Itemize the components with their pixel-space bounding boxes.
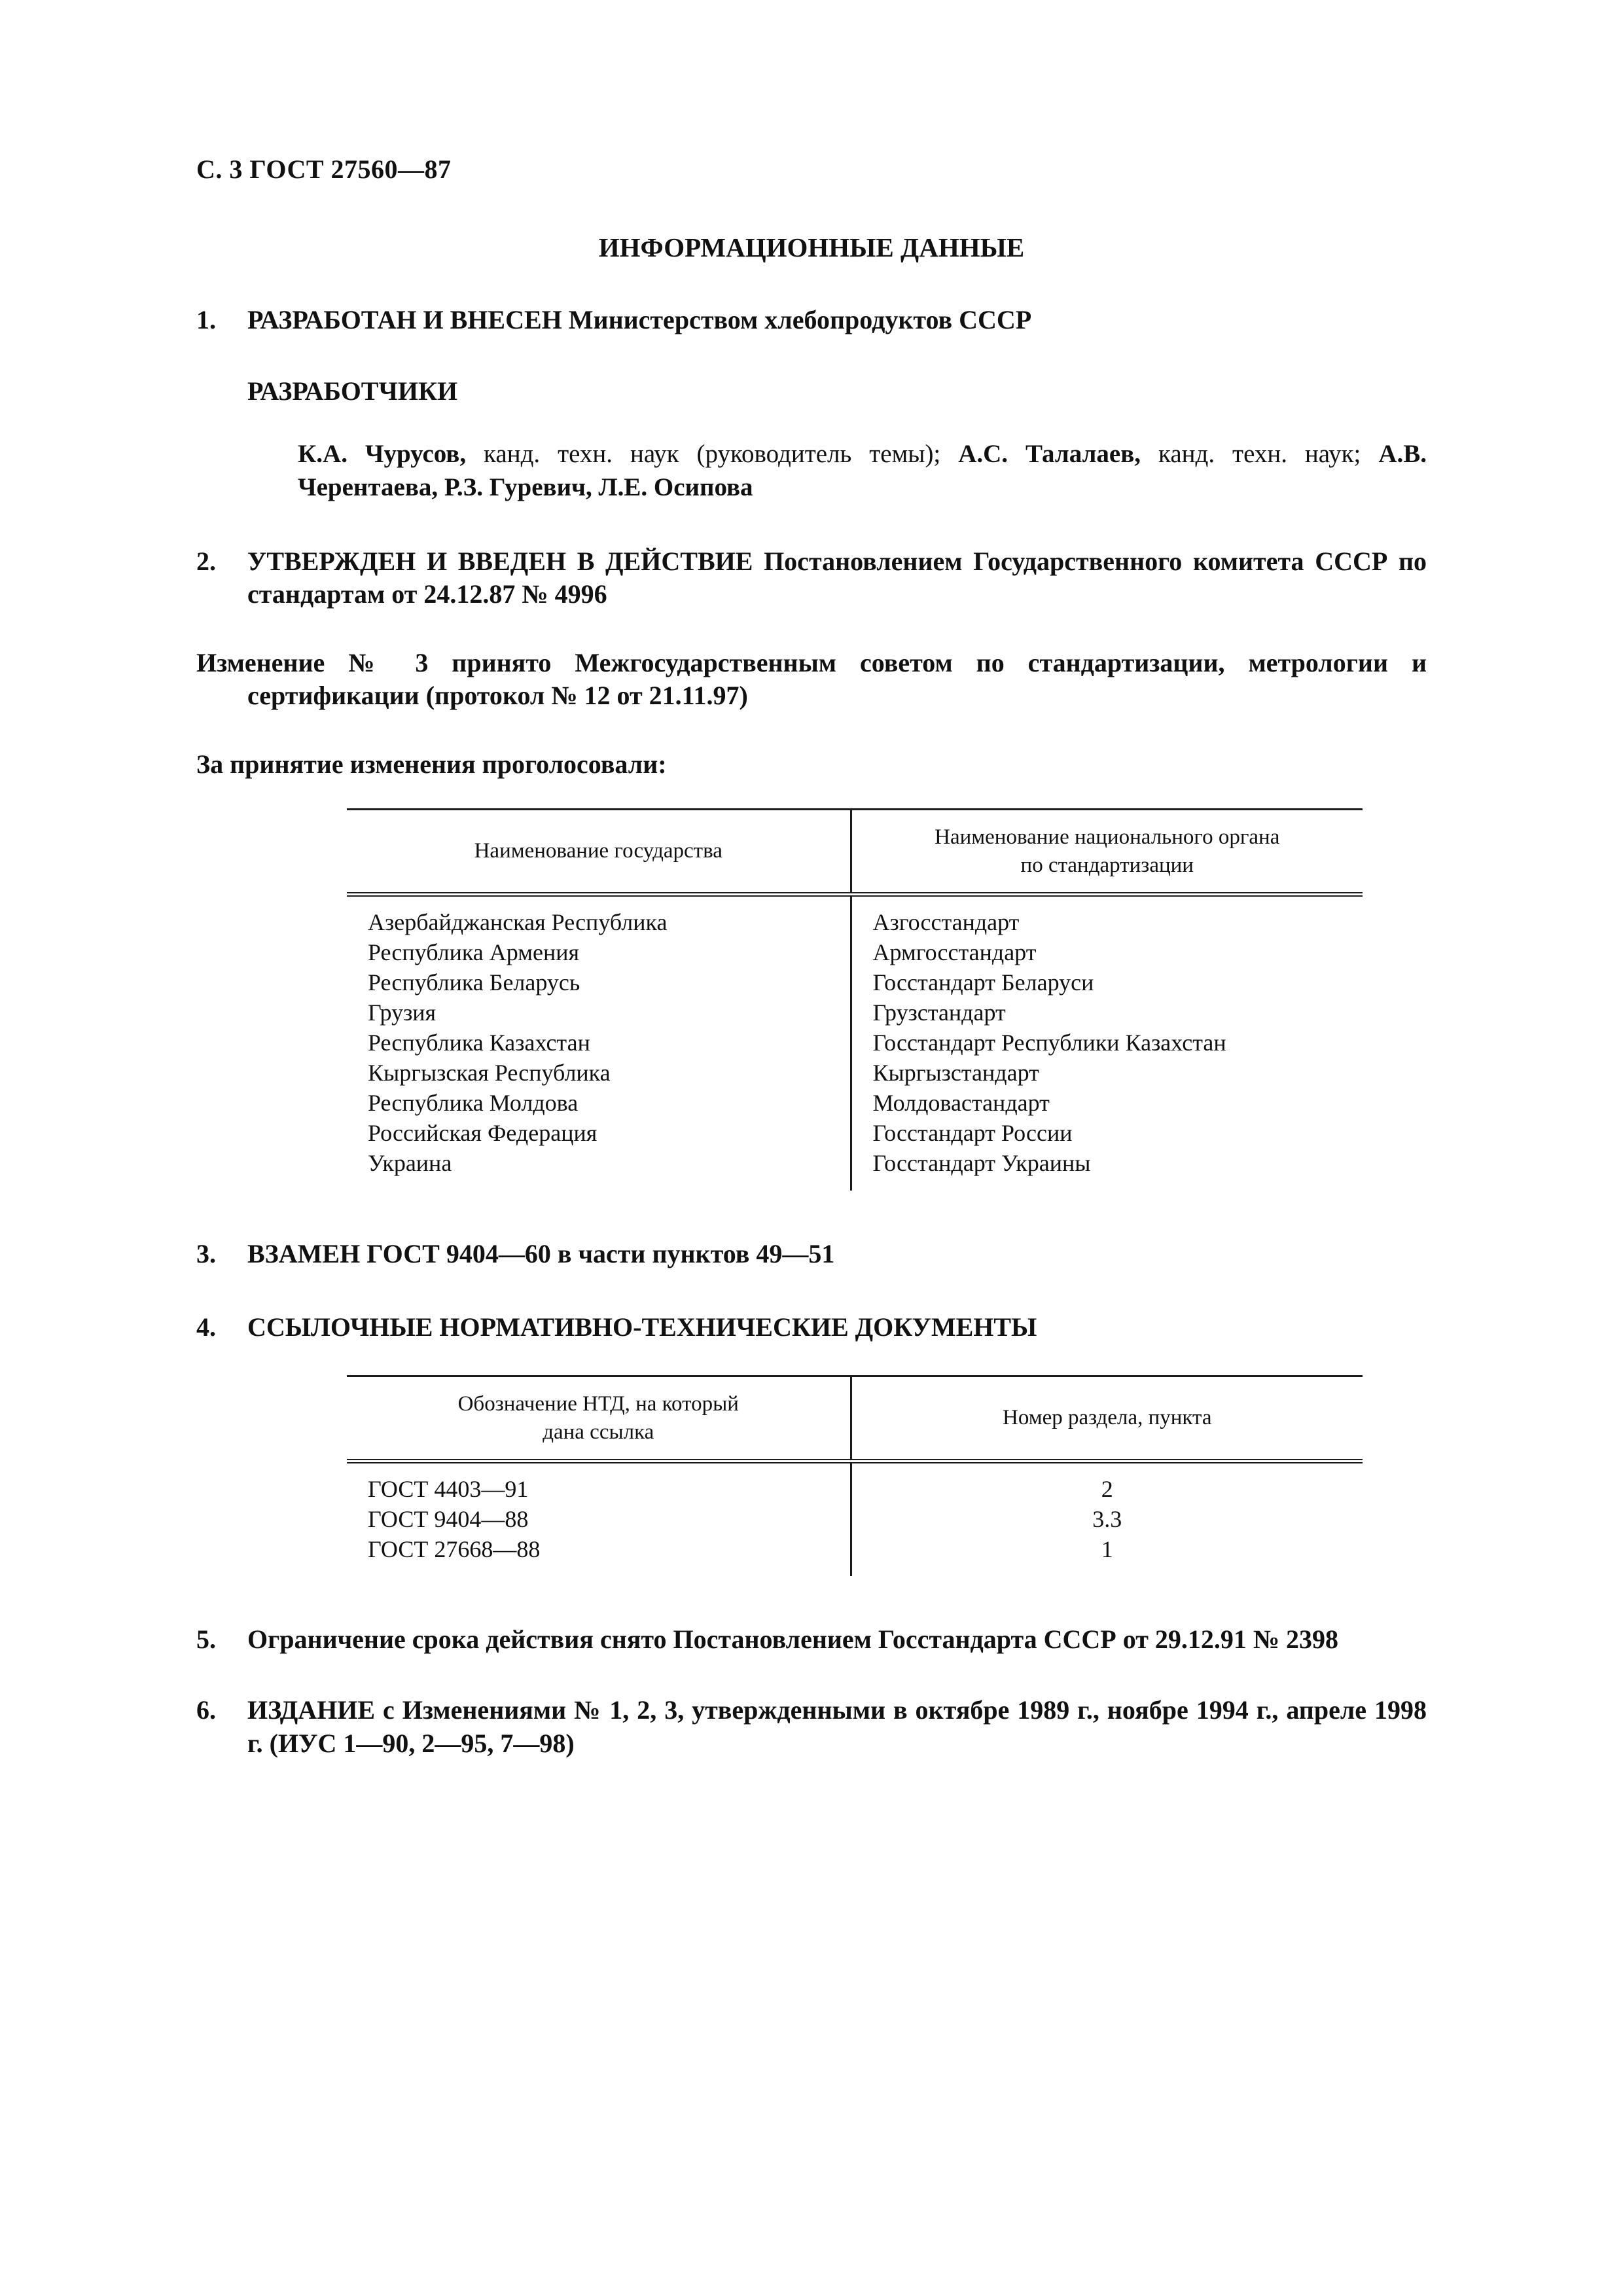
reference-table-row [347, 1534, 1363, 1576]
section-6-text: ИЗДАНИЕ с Изменениями № 1, 2, 3, утвержденными в октябре 1989 г., ноябре 1994 г., апреле 1998 г. (ИУС 1—90, 2—95, 7—98) [247, 1695, 1427, 1758]
page-header: С. 3 ГОСТ 27560—87 [196, 154, 452, 184]
state-cell: Республика Казахстан [347, 1028, 851, 1058]
section-5-text: Ограничение срока действия снято Постановлением Госстандарта СССР от 29.12.91 № 2398 [247, 1624, 1339, 1654]
section-2-number: 2. [196, 546, 216, 576]
vote-table-row [347, 997, 1363, 1028]
standards-body-cell: Госстандарт Беларуси [872, 969, 1094, 996]
vote-table-header-state: Наименование государства [347, 810, 851, 894]
reference-table-header-section: Номер раздела, пункта [851, 1376, 1363, 1461]
section-6 [196, 1694, 1427, 1760]
reference-table-row [347, 1461, 1363, 1504]
standards-body-cell: Кыргызстандарт [872, 1060, 1039, 1086]
vote-table-row [347, 1118, 1363, 1148]
vote-table-header-body: Наименование национального органа по стандартизации [851, 810, 1363, 894]
reference-table-header-row [347, 1376, 1363, 1461]
section-1-number: 1. [196, 305, 216, 334]
reference-table-body [347, 1461, 1363, 1576]
section-number-cell: 3.3 [1092, 1505, 1122, 1532]
section-number-cell: 2 [1101, 1475, 1113, 1502]
state-cell: Республика Армения [347, 937, 851, 967]
vote-table-row [347, 1148, 1363, 1190]
vote-table [347, 808, 1363, 1190]
section-4-text: ССЫЛОЧНЫЕ НОРМАТИВНО-ТЕХНИЧЕСКИЕ ДОКУМЕНТЫ [247, 1312, 1037, 1342]
vote-table-row [347, 937, 1363, 967]
reference-table [347, 1375, 1363, 1576]
standards-body-cell: Молдовастандарт [872, 1090, 1050, 1117]
section-1-text: РАЗРАБОТАН И ВНЕСЕН Министерством хлебопродуктов СССР [247, 305, 1032, 334]
developers-list: К.А. Чурусов, канд. техн. наук (руководитель темы); А.С. Талалаев, канд. техн. наук; А.В. Черентаева, Р.З. Гуревич, Л.Е. Осипова [298, 440, 1427, 502]
section-4 [196, 1311, 1427, 1344]
state-cell: Российская Федерация [347, 1118, 851, 1148]
section-1 [196, 304, 1427, 336]
section-5-number: 5. [196, 1624, 216, 1654]
section-2 [196, 545, 1427, 611]
section-number-cell: 1 [1101, 1535, 1113, 1562]
standards-body-cell: Госстандарт Украины [872, 1150, 1091, 1177]
section-3 [196, 1238, 1427, 1270]
state-cell: Республика Молдова [347, 1088, 851, 1118]
reference-table-head [347, 1376, 1363, 1461]
ntd-cell: ГОСТ 4403—91 [347, 1461, 851, 1504]
amendment-note: Изменение № 3 принято Межгосударственным советом по стандартизации, метрологии и сертификации (протокол № 12 от 21.11.97) [196, 647, 1427, 710]
standards-body-cell: Госстандарт России [872, 1120, 1073, 1147]
state-cell: Азербайджанская Республика [347, 894, 851, 937]
standards-body-cell: Армгосстандарт [872, 939, 1037, 965]
standards-body-cell: Азгосстандарт [872, 908, 1020, 935]
section-6-number: 6. [196, 1695, 216, 1725]
vote-table-head [347, 810, 1363, 894]
developers-label: РАЗРАБОТЧИКИ [247, 376, 458, 406]
vote-table-row [347, 967, 1363, 997]
section-3-number: 3. [196, 1238, 216, 1268]
ntd-cell: ГОСТ 27668—88 [347, 1534, 851, 1576]
vote-table-header-row [347, 810, 1363, 894]
reference-table-header-ntd: Обозначение НТД, на который дана ссылка [347, 1376, 851, 1461]
state-cell: Кыргызская Республика [347, 1058, 851, 1088]
ntd-cell: ГОСТ 9404—88 [347, 1504, 851, 1534]
reference-table-row [347, 1504, 1363, 1534]
section-4-number: 4. [196, 1312, 216, 1342]
vote-intro: За принятие изменения проголосовали: [196, 749, 667, 780]
vote-table-row [347, 1058, 1363, 1088]
section-2-text: УТВЕРЖДЕН И ВВЕДЕН В ДЕЙСТВИЕ Постановлением Государственного комитета СССР по стандартам от 24.12.87 № 4996 [247, 546, 1427, 609]
state-cell: Республика Беларусь [347, 967, 851, 997]
section-5 [196, 1623, 1427, 1656]
state-cell: Украина [347, 1148, 851, 1190]
vote-table-row [347, 894, 1363, 937]
vote-table-row [347, 1028, 1363, 1058]
vote-table-body [347, 894, 1363, 1190]
document-title: ИНФОРМАЦИОННЫЕ ДАННЫЕ [598, 232, 1025, 262]
standards-body-cell: Грузстандарт [872, 999, 1006, 1026]
section-3-text: ВЗАМЕН ГОСТ 9404—60 в части пунктов 49—51 [247, 1238, 835, 1268]
vote-table-row [347, 1088, 1363, 1118]
standards-body-cell: Госстандарт Республики Казахстан [872, 1030, 1226, 1056]
state-cell: Грузия [347, 997, 851, 1028]
